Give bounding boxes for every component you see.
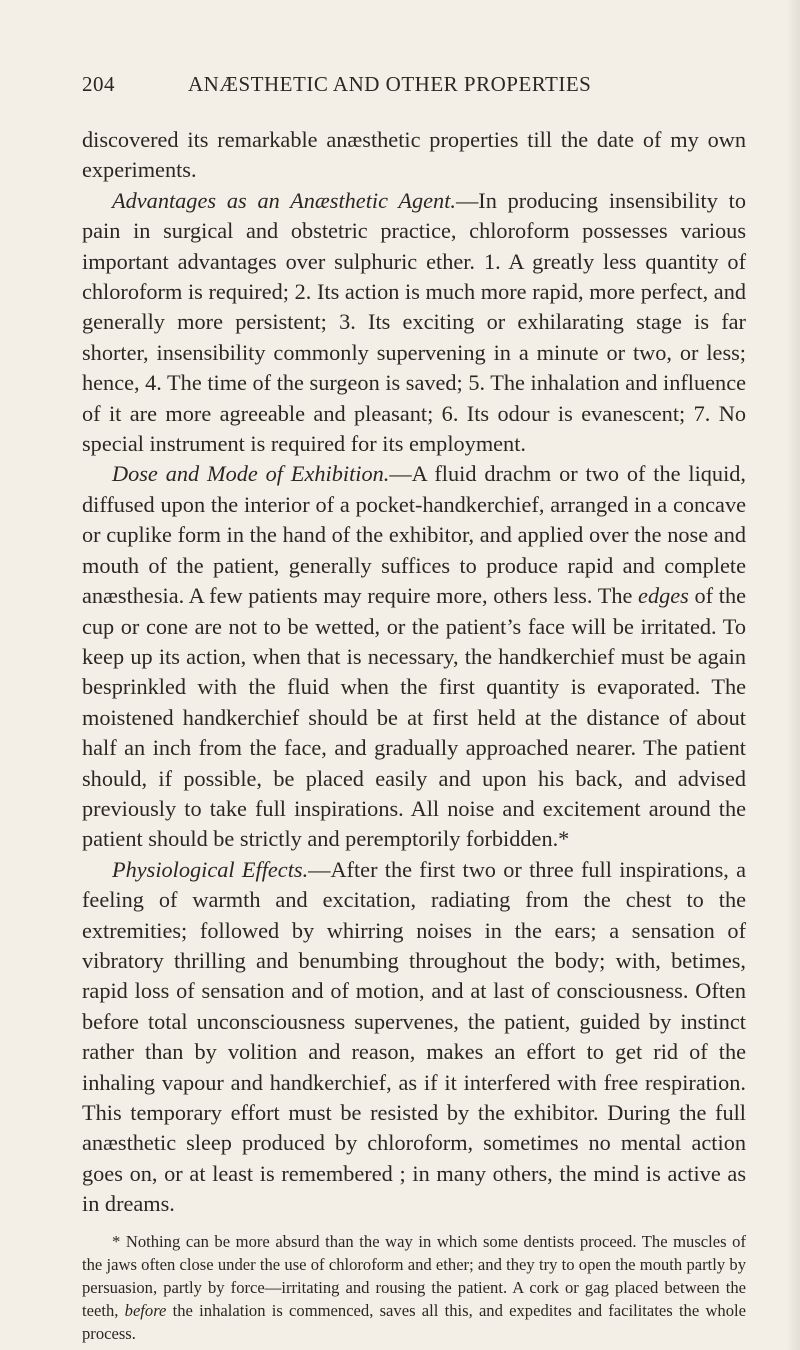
paragraph-text: —In producing insensibility to pain in surgical and obstetric practice, chloroform possesses various important advantages over sulphuric ether. 1. A greatly less quantity of chloroform is required; 2. Its action is much more rapid, more perfect, and generally more persistent; 3. Its exciting or exhilarating stage is far shorter, insensibility commonly supervening in a minute or two, or less; hence, 4. The time of the surgeon is saved; 5. The inhalation and influence of it are more agreeable and pleasant; 6. Its odour is evanescent; 7. No special instrument is required for its employment. [82, 187, 746, 457]
paragraph-continuation [82, 125, 746, 186]
page-header [82, 72, 746, 97]
paragraph-physiological [82, 855, 746, 1220]
paragraph-text: —After the first two or three full inspirations, a feeling of warmth and excitation, radiating from the chest to the extremities; followed by whirring noises in the ears; a sensation of vibratory thrilling and benumbing throughout the body; with, betimes, rapid loss of sensation and of motion, and at last of consciousness. Often before total unconsciousness supervenes, the patient, guided by instinct rather than by volition and reason, makes an effort to get rid of the inhaling vapour and handkerchief, as if it interfered with free respiration. This temporary effort must be resisted by the exhibitor. During the full anæsthetic sleep produced by chloroform, sometimes no mental action goes on, or at least is remembered ; in many others, the mind is active as in dreams. [82, 856, 747, 1217]
running-title: ANÆSTHETIC AND OTHER PROPERTIES [188, 72, 592, 96]
paragraph-text: —A fluid drachm or two of the liquid, diffused upon the interior of a pocket-handkerchief, arranged in a concave or cuplike form in the hand of the exhibitor, and applied over the nose and mouth of the patient, generally suffices to produce rapid and complete anæsthesia. A few patients may require more, others less. The [82, 461, 746, 609]
page-number: 204 [82, 72, 115, 96]
paragraph-advantages [82, 186, 746, 460]
paragraph-dose [82, 459, 746, 854]
emphasis-before: before [124, 1301, 167, 1321]
paragraph-text: of the cup or cone are not to be wetted, or the patient’s face will be irritated. To keep up its action, when that is necessary, the handkerchief must be again besprinkled with the fluid when the first quantity is evaporated. The moistened handkerchief should be at first held at the distance of about half an inch from the face, and gradually approached nearer. The patient should, if possible, be placed easily and upon his back, and advised previously to take full inspirations. All noise and excitement around the patient should be strictly and peremptorily forbidden.* [82, 583, 746, 852]
emphasis-edges: edges [638, 583, 689, 609]
footnote-text: the inhalation is commenced, saves all this, and expedites and facilitates the whole process. [82, 1301, 747, 1344]
body-text [82, 125, 746, 1220]
footnote [82, 1230, 746, 1346]
footnotes [82, 1230, 746, 1346]
section-heading-advantages: Advantages as an Anæsthetic Agent. [112, 187, 456, 213]
paragraph-text: discovered its remarkable anæsthetic properties till the date of my own experiments. [82, 127, 746, 183]
section-heading-dose: Dose and Mode of Exhibition. [112, 461, 390, 487]
section-heading-physiological: Physiological Effects. [112, 856, 309, 882]
footnote-text: * Nothing can be more absurd than the way in which some dentists proceed. The muscles of the jaws often close under the use of chloroform and ether; and they try to open the mouth partly by persuasion, partly by force—irritating and rousing the patient. A cork or gag placed between the teeth, [82, 1231, 746, 1321]
